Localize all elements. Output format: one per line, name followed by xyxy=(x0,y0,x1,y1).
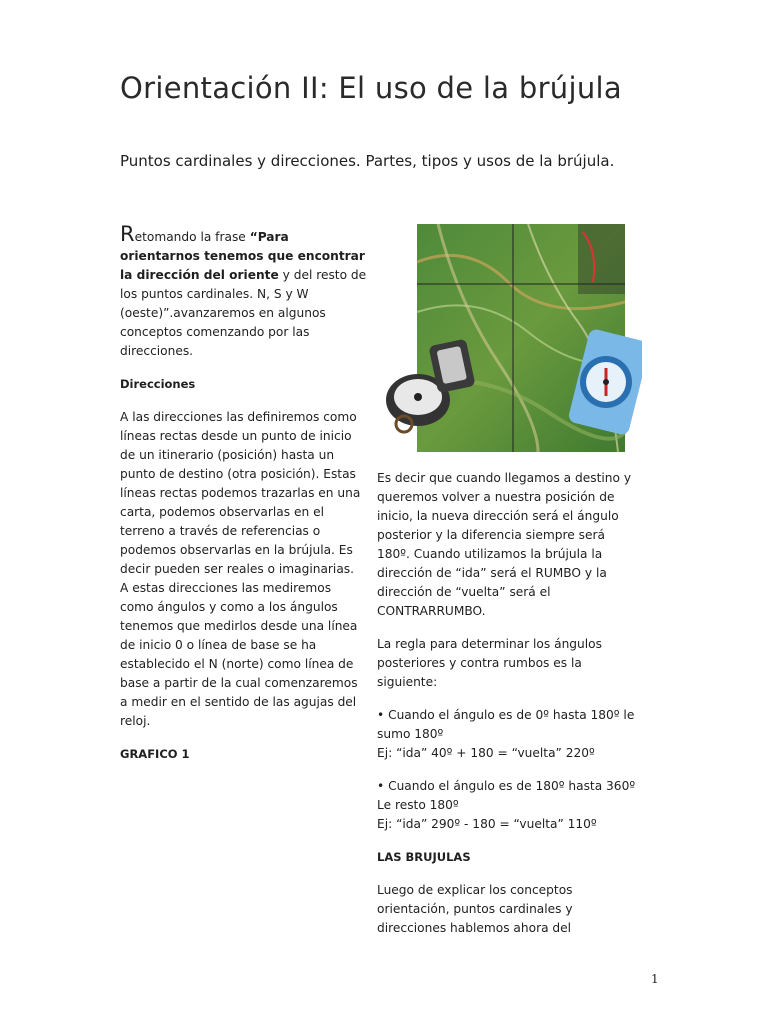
rule-2-example: Ej: “ida” 290º - 180 = “vuelta” 110º xyxy=(377,817,597,831)
intro-bold-quote: “Para orientarnos tenemos que encontrar la dirección del oriente xyxy=(120,230,365,282)
paragraph-regla: La regla para determinar los ángulos posteriores y contra rumbos es la siguiente: xyxy=(377,637,602,689)
section-heading-direcciones: Direcciones xyxy=(120,377,196,391)
rule-1-example: Ej: “ida” 40º + 180 = “vuelta” 220º xyxy=(377,746,595,760)
paragraph-brujulas: Luego de explicar los conceptos orientación, puntos cardinales y direcciones hablemos ahora del xyxy=(377,883,573,935)
intro-text-start: etomando la frase xyxy=(134,230,250,244)
section-heading-grafico: GRAFICO 1 xyxy=(120,747,190,761)
page-number: 1 xyxy=(651,972,659,986)
rule-1-text: • Cuando el ángulo es de 0º hasta 180º le sumo 180º xyxy=(377,708,635,741)
paragraph-direcciones-1: A las direcciones las definiremos como líneas rectas desde un punto de inicio de un itinerario (posición) hasta un punto de destino (otra posición). Estas líneas rectas podemos trazarlas en una carta, podemos observarlas en el terreno a través de referencias o podemos observarlas en la brújula. Es decir pueden ser reales o imaginarias. xyxy=(120,410,361,576)
paragraph-rumbo: Es decir que cuando llegamos a destino y queremos volver a nuestra posición de inicio, la nueva dirección será el ángulo posterior y la diferencia siempre será 180º. Cuando utilizamos la brújula la dirección de “ida” será el RUMBO y la dirección de “vuelta” será el CONTRARRUMBO. xyxy=(377,471,632,618)
section-heading-brujulas: LAS BRUJULAS xyxy=(377,850,471,864)
intro-text-end: y del resto de los puntos cardinales. N, S y W (oeste)”.avanzaremos en algunos conceptos comenzando por las direcciones. xyxy=(120,268,367,358)
right-column xyxy=(377,469,639,952)
left-column xyxy=(120,222,368,778)
drop-cap: R xyxy=(120,222,135,246)
intro-paragraph xyxy=(120,222,368,361)
page-subtitle: Puntos cardinales y direcciones. Partes, tipos y usos de la brújula. xyxy=(120,152,615,170)
page-title: Orientación II: El uso de la brújula xyxy=(120,71,622,105)
rule-2-text: • Cuando el ángulo es de 180º hasta 360º Le resto 180º xyxy=(377,779,636,812)
map-compass-illustration xyxy=(378,222,642,454)
paragraph-direcciones-2: A estas direcciones las mediremos como ángulos y como a los ángulos tenemos que medirlos desde una línea de inicio 0 o línea de base se ha establecido el N (norte) como línea de base a partir de la cual comenzaremos a medir en el sentido de las agujas del reloj. xyxy=(120,581,358,728)
